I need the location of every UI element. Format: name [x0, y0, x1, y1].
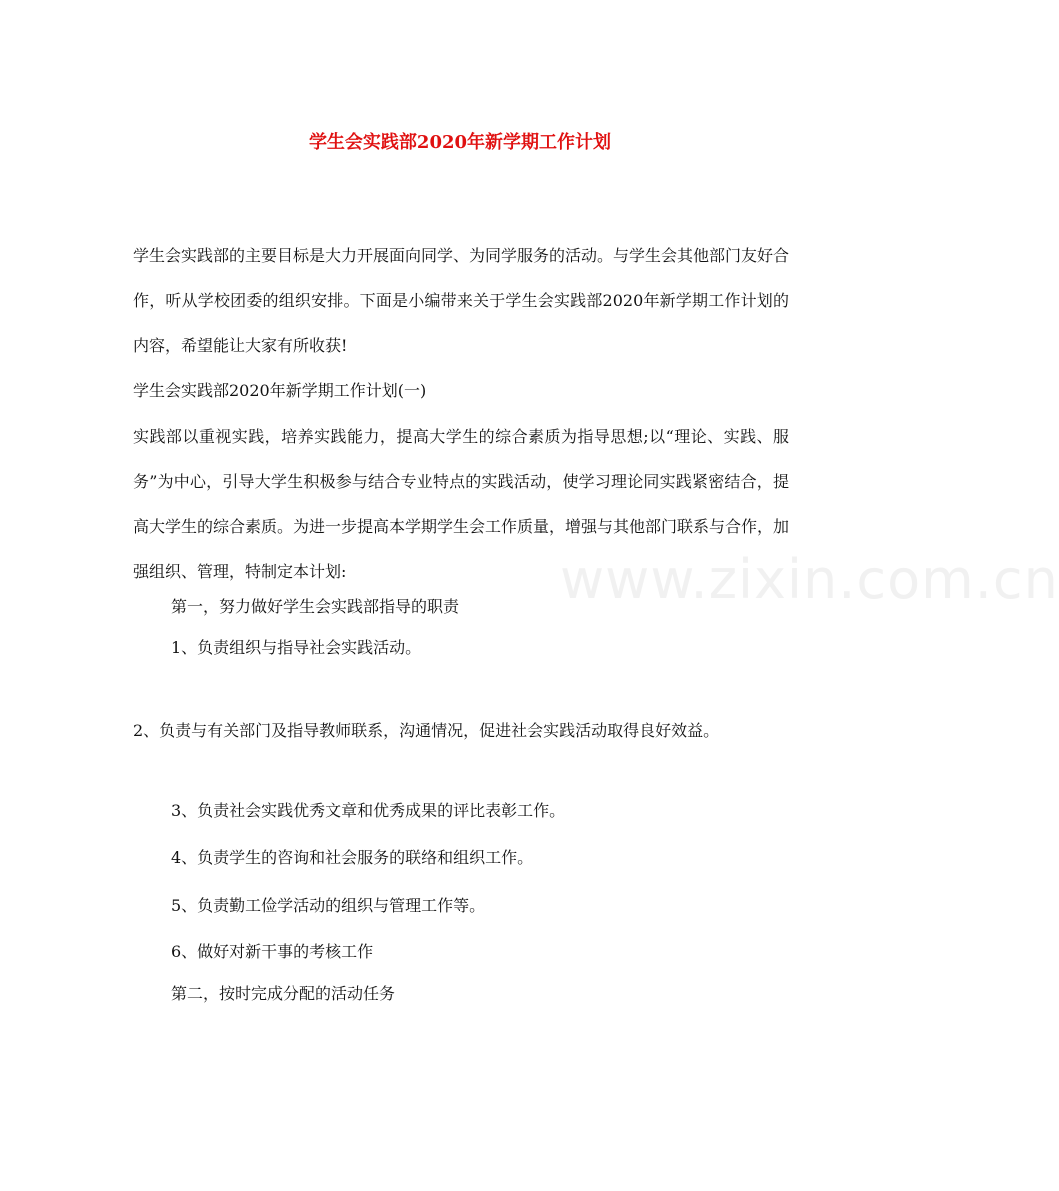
- item-5: 5、负责勤工俭学活动的组织与管理工作等。: [171, 896, 486, 915]
- item-2: 2、负责与有关部门及指导教师联系，沟通情况，促进社会实践活动取得良好效益。: [133, 721, 720, 740]
- item-4: 4、负责学生的咨询和社会服务的联络和组织工作。: [171, 848, 534, 867]
- item-first: 第一，努力做好学生会实践部指导的职责: [171, 597, 460, 616]
- watermark: www.zixin.com.cn: [560, 548, 1059, 611]
- section-one-body: 实践部以重视实践，培养实践能力，提高大学生的综合素质为指导思想;以“理论、实践、服务”为中心，引导大学生积极参与结合专业特点的实践活动，使学习理论同实践紧密结合，提高大学生的综合素质。为进一步提高本学期学生会工作质量，增强与其他部门联系与合作，加强组织、管理，特制定本计划:: [133, 427, 790, 581]
- document-title: 学生会实践部2020年新学期工作计划: [308, 132, 612, 153]
- item-6: 6、做好对新干事的考核工作: [171, 942, 374, 961]
- item-1: 1、负责组织与指导社会实践活动。: [171, 638, 422, 657]
- item-second: 第二，按时完成分配的活动任务: [171, 984, 396, 1003]
- section-one-heading: 学生会实践部2020年新学期工作计划(一): [133, 381, 427, 400]
- item-3: 3、负责社会实践优秀文章和优秀成果的评比表彰工作。: [171, 801, 566, 820]
- intro-paragraph: 学生会实践部的主要目标是大力开展面向同学、为同学服务的活动。与学生会其他部门友好合作，听从学校团委的组织安排。下面是小编带来关于学生会实践部2020年新学期工作计划的内容，希望能让大家有所收获!: [133, 246, 790, 355]
